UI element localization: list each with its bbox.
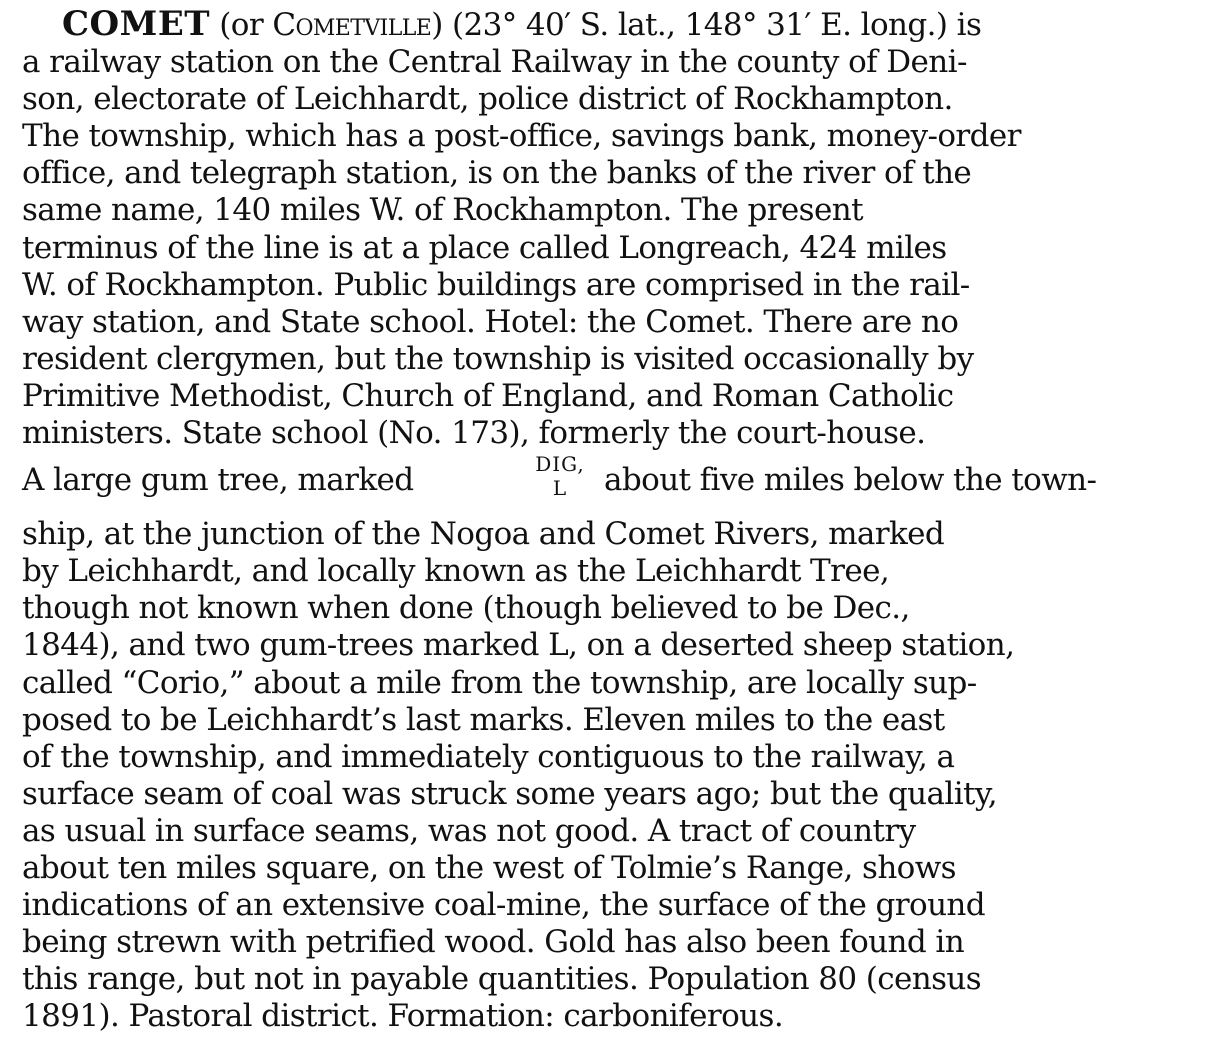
text-line: ship, at the junction of the Nogoa and Comet Rivers, marked xyxy=(22,516,945,553)
tree-mark-top: DIG, xyxy=(535,452,585,477)
text-line: son, electorate of Leichhardt, police district of Rockhampton. xyxy=(22,81,953,118)
text-line: of the township, and immediately contiguous to the railway, a xyxy=(22,738,955,775)
entry-paragraph-2 xyxy=(22,516,1205,1035)
alt-name-open: (or xyxy=(210,7,273,43)
text-line: Primitive Methodist, Church of England, and Roman Catholic xyxy=(22,377,954,414)
entry-paragraph-1 xyxy=(22,6,1205,452)
text-line: W. of Rockhampton. Public buildings are comprised in the rail- xyxy=(22,266,970,303)
mark-line-after: about five miles below the town- xyxy=(604,462,1097,499)
text-line: office, and telegraph station, is on the banks of the river of the xyxy=(22,155,972,192)
text-line: being strewn with petrified wood. Gold has also been found in xyxy=(22,924,965,961)
text-line: this range, but not in payable quantities. Population 80 (census xyxy=(22,961,982,998)
alt-name: Cometville xyxy=(272,7,432,43)
text-line: by Leichhardt, and locally known as the Leichhardt Tree, xyxy=(22,553,890,590)
text-line: same name, 140 miles W. of Rockhampton. The present xyxy=(22,192,863,229)
text-line: as usual in surface seams, was not good. A tract of country xyxy=(22,812,916,849)
text-line: a railway station on the Central Railway in the county of Deni- xyxy=(22,44,967,81)
coordinates-text: ) (23° 40′ S. lat., 148° 31′ E. long.) is xyxy=(431,7,982,43)
tree-mark xyxy=(514,452,606,500)
text-line: ministers. State school (No. 173), formerly the court-house. xyxy=(22,415,926,452)
text-line: surface seam of coal was struck some years ago; but the quality, xyxy=(22,775,997,812)
text-line: called “Corio,” about a mile from the township, are locally sup- xyxy=(22,664,977,701)
text-line: posed to be Leichhardt’s last marks. Eleven miles to the east xyxy=(22,701,945,738)
text-line: indications of an extensive coal-mine, the surface of the ground xyxy=(22,887,986,924)
text-line: terminus of the line is at a place called Longreach, 424 miles xyxy=(22,229,947,266)
tree-mark-bottom: L xyxy=(552,476,568,501)
text-line: The township, which has a post-office, savings bank, money-order xyxy=(22,118,1021,155)
text-line: resident clergymen, but the township is visited occasionally by xyxy=(22,340,974,377)
text-line: about ten miles square, on the west of Tolmie’s Range, shows xyxy=(22,849,956,886)
mark-line-block xyxy=(22,452,1205,516)
text-line: 1844), and two gum-trees marked L, on a deserted sheep station, xyxy=(22,627,1015,664)
tree-mark-line xyxy=(22,452,1205,516)
headword: COMET xyxy=(62,4,211,44)
text-line: way station, and State school. Hotel: the Comet. There are no xyxy=(22,303,959,340)
text-line: though not known when done (though believed to be Dec., xyxy=(22,590,910,627)
text-line: 1891). Pastoral district. Formation: carboniferous. xyxy=(22,998,784,1035)
entry-first-line xyxy=(22,6,1205,44)
mark-line-before: A large gum tree, marked xyxy=(22,462,414,499)
